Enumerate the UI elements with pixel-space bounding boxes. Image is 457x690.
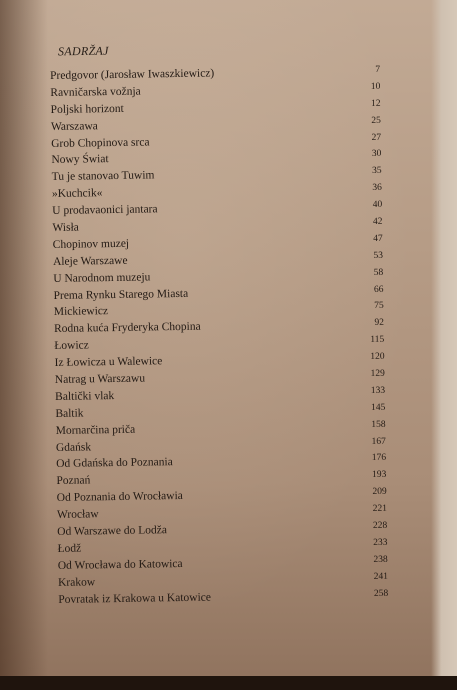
toc-entry-page-number: 30 <box>371 149 382 160</box>
toc-entry-title: Natrag u Warszawu <box>54 372 146 386</box>
toc-entry-title: »Kuchcik« <box>51 187 103 201</box>
toc-entry-title: Povratak iz Krakowa u Katowice <box>58 591 212 606</box>
toc-entry-title: Rodna kuća Fryderyka Chopina <box>53 321 201 336</box>
toc-entry-title: U Narodnom muzeju <box>53 271 151 285</box>
toc-entry-title: Od Poznania do Wrocławia <box>56 490 183 505</box>
toc-entry-page-number: 7 <box>375 64 381 75</box>
contents-heading: SADRŽAJ <box>57 43 109 59</box>
toc-entry-page-number: 158 <box>371 419 386 430</box>
toc-entry-title: Grob Chopinova srca <box>51 136 150 150</box>
toc-entry-page-number: 238 <box>373 554 388 565</box>
toc-entry-title: Krakow <box>57 576 96 589</box>
toc-entry-title: Od Wrocława do Katowica <box>57 557 183 572</box>
toc-entry-title: Gdańsk <box>55 440 92 454</box>
toc-entry-page-number: 120 <box>370 351 385 363</box>
toc-entry-page-number: 167 <box>371 436 386 447</box>
toc-entry-title: Ravničarska vožnja <box>50 85 141 99</box>
toc-entry-title: Wisła <box>52 221 79 234</box>
toc-entry-title: Wrocław <box>56 508 99 522</box>
toc-entry-page-number: 176 <box>371 453 387 464</box>
toc-entry-title: U prodavaonici jantara <box>52 203 158 218</box>
toc-entry-title: Łowicz <box>54 339 89 353</box>
toc-entry-page-number: 12 <box>370 98 381 109</box>
toc-entry-title: Iz Łowicza u Walewice <box>54 355 163 370</box>
toc-entry-page-number: 36 <box>372 183 382 194</box>
toc-entry-page-number: 209 <box>372 487 387 498</box>
background-table <box>0 676 457 690</box>
toc-entry-page-number: 258 <box>373 588 389 599</box>
toc-entry-page-number: 228 <box>372 520 388 532</box>
toc-entry-page-number: 25 <box>371 115 381 126</box>
page-gutter-shadow <box>0 0 48 690</box>
toc-entry-title: Mickiewicz <box>53 305 109 319</box>
toc-entry-title: Poznań <box>56 474 91 488</box>
toc-entry-page-number: 35 <box>372 166 382 177</box>
toc-entry-title: Prema Rynku Starego Miasta <box>53 287 189 302</box>
toc-entry-title: Baltik <box>55 407 84 420</box>
toc-entry-title: Warszawa <box>50 119 98 133</box>
toc-entry-page-number: 133 <box>370 385 386 396</box>
toc-entry-page-number: 115 <box>370 335 385 346</box>
toc-entry-page-number: 233 <box>373 537 388 548</box>
table-of-contents <box>50 65 388 611</box>
toc-entry-title: Predgovor (Jarosław Iwaszkiewicz) <box>50 67 215 82</box>
toc-entry-page-number: 75 <box>374 301 384 312</box>
toc-entry-title: Baltički vlak <box>55 389 115 403</box>
page-edge <box>431 0 457 690</box>
toc-entry-title: Łodž <box>57 542 82 555</box>
toc-entry-title: Od Warszawe do Lodža <box>57 524 168 538</box>
toc-entry-page-number: 221 <box>372 503 388 515</box>
toc-entry-title: Chopinov muzej <box>52 237 130 251</box>
toc-entry-page-number: 145 <box>371 402 386 413</box>
toc-entry-page-number: 42 <box>372 216 383 227</box>
toc-entry-page-number: 10 <box>370 81 381 92</box>
toc-entry-page-number: 47 <box>373 233 383 244</box>
toc-entry-page-number: 27 <box>371 132 382 143</box>
toc-entry-page-number: 40 <box>372 199 383 211</box>
toc-entry-title: Tu je stanovao Tuwim <box>51 169 155 184</box>
toc-entry-title: Nowy Świat <box>51 153 109 167</box>
toc-entry-page-number: 58 <box>373 267 384 278</box>
toc-entry-title: Poljski horizont <box>50 102 124 116</box>
toc-entry-page-number: 129 <box>370 368 385 380</box>
toc-entry-page-number: 193 <box>372 470 387 481</box>
toc-entry-page-number: 53 <box>373 250 384 261</box>
toc-entry-page-number: 92 <box>374 318 385 329</box>
toc-entry-title: Aleje Warszawe <box>52 254 128 268</box>
toc-entry-title: Od Gdańska do Poznania <box>56 456 173 471</box>
toc-entry-page-number: 241 <box>373 571 389 582</box>
toc-entry-page-number: 66 <box>373 284 384 295</box>
toc-entry-title: Mornarčina priča <box>55 423 136 437</box>
